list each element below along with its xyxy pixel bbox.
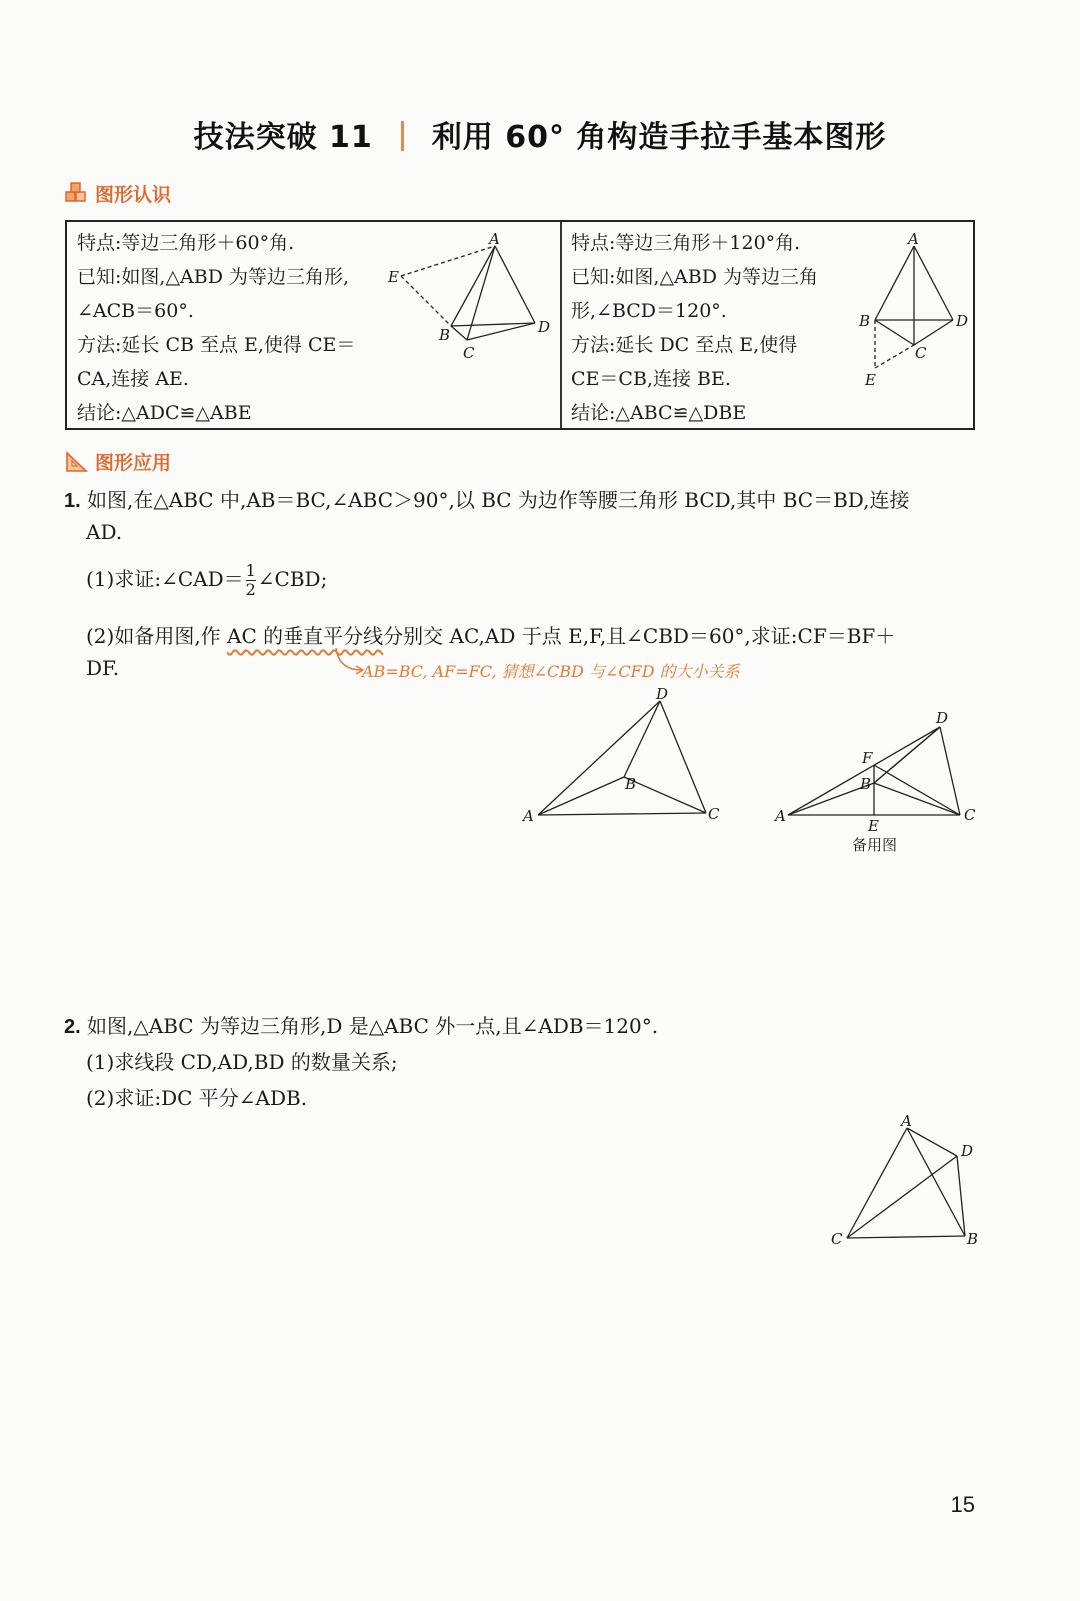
problem-1-q2: (2)如备用图,作 AC 的垂直平分线分别交 AC,AD 于点 E,F,且∠CBD＝60°,求证:CF＝BF＋ [86, 624, 896, 648]
label-B: B [439, 326, 451, 344]
label-A: A [489, 230, 500, 248]
svg-text:A: A [775, 807, 786, 825]
box-right-figure [857, 228, 975, 388]
svg-text:B: B [859, 312, 871, 330]
svg-text:D: D [961, 1142, 974, 1160]
title-left: 技法突破 11 [193, 120, 373, 155]
cubes-icon [64, 182, 90, 206]
svg-text:C: C [915, 344, 927, 362]
problem-1-figure [520, 685, 730, 830]
svg-text:A: A [523, 807, 534, 825]
problem-2-figure [825, 1112, 985, 1252]
problem-1-q1: (1)求证:∠CAD＝ $\frac{1}{2}$ ∠CBD; [86, 561, 328, 599]
svg-text:C: C [831, 1230, 843, 1248]
svg-text:A: A [908, 230, 919, 248]
svg-text:D: D [936, 709, 949, 727]
box-left-figure [385, 228, 557, 368]
svg-text:C: C [964, 806, 976, 824]
section-application-heading: 图形应用 [64, 448, 171, 475]
problem-1-backup-figure [772, 705, 982, 865]
section-recognition-heading: 图形认识 [64, 180, 171, 207]
svg-text:B: B [625, 775, 637, 793]
svg-text:A: A [901, 1112, 912, 1130]
set-square-icon [64, 450, 90, 474]
label-D: D [538, 318, 551, 336]
svg-text:F: F [862, 749, 873, 767]
label-E: E [388, 268, 399, 286]
svg-text:B: B [967, 1230, 979, 1248]
title-divider [401, 121, 404, 151]
label-C: C [463, 344, 475, 362]
svg-text:D: D [656, 685, 669, 703]
svg-text:E: E [868, 817, 879, 835]
problem-2-line1: 2. 如图,△ABC 为等边三角形,D 是△ABC 外一点,且∠ADB＝120°. [64, 1014, 659, 1038]
page-title [0, 112, 1080, 156]
box-divider [560, 222, 562, 428]
svg-text:E: E [865, 371, 876, 388]
svg-text:B: B [860, 775, 872, 793]
svg-text:C: C [708, 805, 720, 823]
backup-figure-caption: 备用图 [852, 836, 898, 854]
svg-text:D: D [956, 312, 969, 330]
handwritten-note: AB=BC, AF=FC, 猜想∠CBD 与∠CFD 的大小关系 [362, 662, 740, 681]
page-number: 15 [950, 1492, 975, 1517]
problem-1-line1: 1. 如图,在△ABC 中,AB＝BC,∠ABC＞90°,以 BC 为边作等腰三角形 BCD,其中 BC＝BD,连接 [64, 488, 910, 512]
title-right: 利用 60° 角构造手拉手基本图形 [431, 120, 887, 155]
recognition-box: 特点:等边三角形＋60°角. 已知:如图,△ABD 为等边三角形, ∠ACB＝60°. 方法:延长 CB 至点 E,使得 CE＝ CA,连接 AE. 结论:△ADC≌△ABE 特点:等边三角形＋120°角. 已知:如图,△ABD 为等边三角 形,∠BCD＝120°. 方法:延长 DC 至点 E,使得 CE＝CB,连接 BE. 结论:△ABC≌△DBE A E B D C A B D C E [65, 220, 975, 430]
